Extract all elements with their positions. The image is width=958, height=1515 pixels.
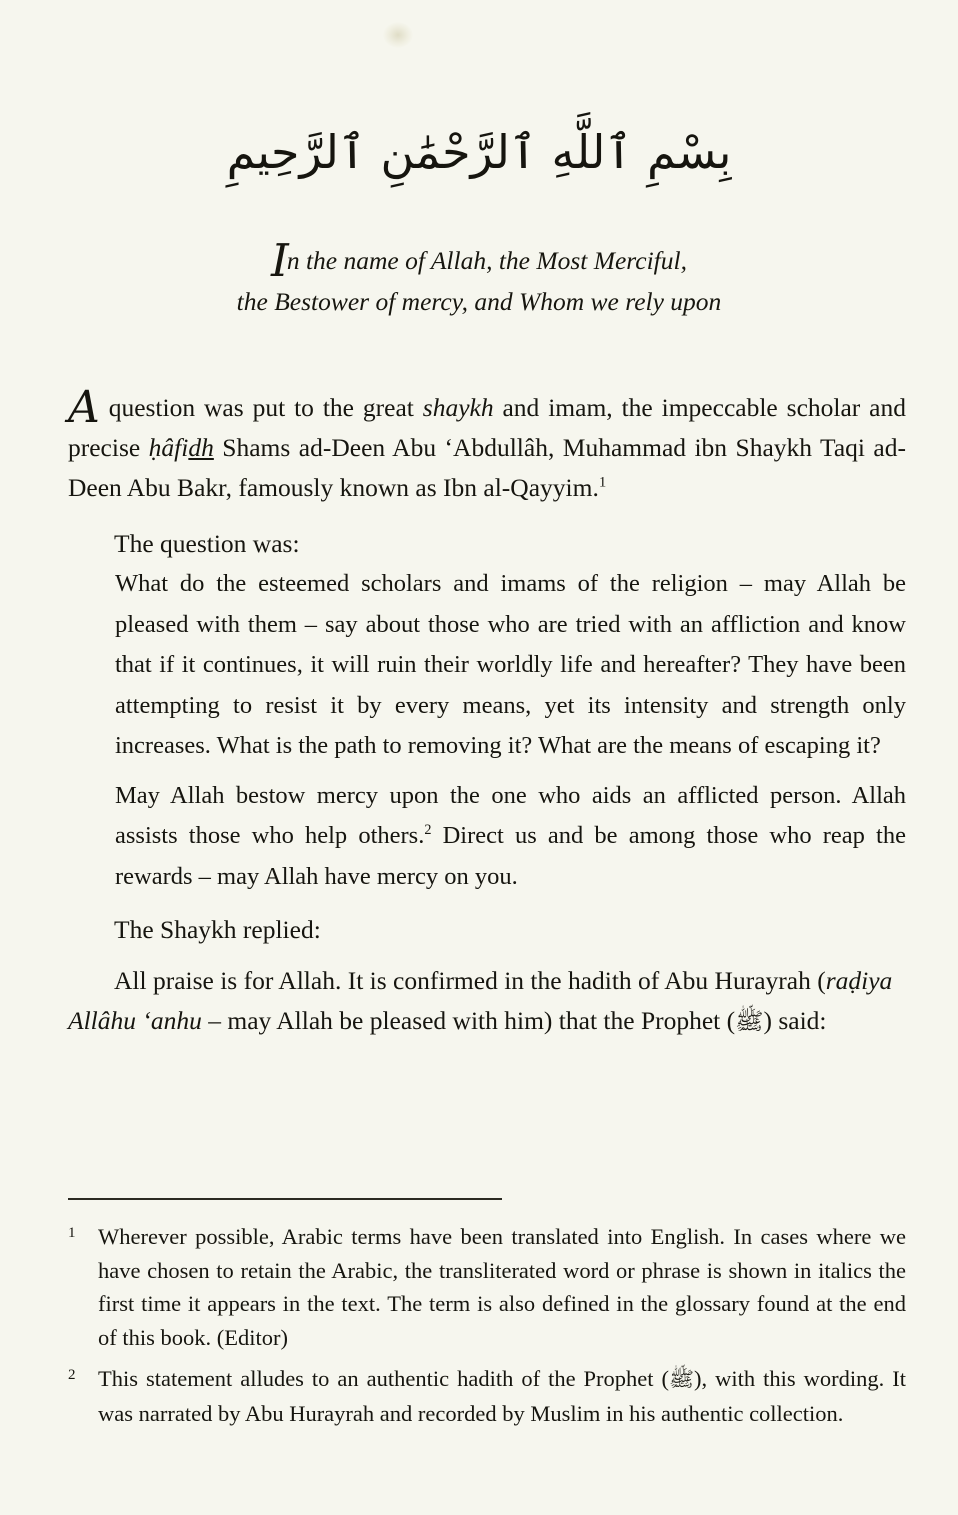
question-paragraph-1: What do the esteemed scholars and imams of the religion – may Allah be pleased with them – say about those who are tried with an affliction and know that if it continues, it will ruin their worldly life and hereafter? They have been attempting to resist it by every means, yet its intensity and strength only increases. What is the path to removing it? What are the means of escaping it? xyxy=(115,570,906,759)
opening-italic-shaykh: shaykh xyxy=(422,393,494,422)
footnote-marker-2: 2 xyxy=(68,1367,76,1383)
sallallahu-alayhi-wasallam-icon: ﷺ xyxy=(735,1007,764,1035)
hafidh-stem: ḥâfi xyxy=(148,433,189,462)
basmala-block xyxy=(0,125,958,179)
invocation-line-2: the Bestower of mercy, and Whom we rely upon xyxy=(236,287,722,316)
footnote-item xyxy=(68,1362,906,1430)
reply-seg-3: ) said: xyxy=(763,1006,827,1035)
opening-paragraph xyxy=(68,382,907,508)
basmala-calligraphy: بِسْمِ ٱللَّهِ ٱلرَّحْمَٰنِ ٱلرَّحِيمِ xyxy=(226,125,732,179)
reply-label: The Shaykh replied: xyxy=(114,915,321,944)
reply-seg-1: All praise is for Allah. It is confirmed in the hadith of Abu Hurayrah ( xyxy=(114,966,826,995)
opening-seg-2: and imam, the impeccable scholar and precise xyxy=(68,393,907,462)
opening-seg-3: Shams ad-Deen Abu ‘Abdullâh, Muhammad ibn Shaykh Taqi ad-Deen Abu Bakr, famously known as Ibn al-Qayyim. xyxy=(68,433,906,502)
footnote-text-2 xyxy=(98,1362,906,1430)
opening-dropcap: A xyxy=(68,382,99,433)
question-paragraph-2 xyxy=(115,776,906,898)
reply-italic-radiya-allahu-anhu: raḍiya Allâhu ‘anhu xyxy=(68,966,893,1035)
footnote-ref-1[interactable]: 1 xyxy=(598,474,607,491)
footnote-separator-rule xyxy=(68,1198,502,1200)
reply-paragraph xyxy=(68,961,906,1041)
footnote-item xyxy=(68,1220,906,1354)
footnote-text-1: Wherever possible, Arabic terms have been translated into English. In cases where we have chosen to retain the Arabic, the transliterated word or phrase is shown in italics the first time it appears in the text. The term is also defined in the glossary found at the end of this book. (Editor) xyxy=(98,1224,906,1350)
opening-seg-1: question was put to the great xyxy=(99,393,423,422)
question-quote-block xyxy=(115,564,906,897)
sallallahu-alayhi-wasallam-icon: ﷺ xyxy=(669,1367,695,1391)
invocation-line-1: n the name of Allah, the Most Merciful, xyxy=(286,246,687,275)
question-label: The question was: xyxy=(114,529,300,558)
footnote-marker-1: 1 xyxy=(68,1225,76,1241)
invocation-block xyxy=(79,234,879,322)
footnotes-section xyxy=(68,1220,906,1430)
footnote-2-seg-2: ), with this wording. It was narrated by Abu Hurayrah and recorded by Muslim in his authentic collection. xyxy=(98,1366,906,1426)
invocation-dropcap: I xyxy=(271,234,287,287)
hafidh-underlined-dh: dh xyxy=(188,433,214,462)
body-text-column xyxy=(68,382,907,1041)
question-p2-seg-1: May Allah bestow mercy upon the one who aids an afflicted person. Allah assists those who help others. xyxy=(115,781,906,849)
question-p2-seg-2: Direct us and be among those who reap the rewards – may Allah have mercy on you. xyxy=(115,822,906,890)
opening-italic-hafidh xyxy=(149,433,214,462)
footnote-2-seg-1: This statement alludes to an authentic hadith of the Prophet ( xyxy=(98,1366,670,1391)
footnote-ref-2[interactable]: 2 xyxy=(424,821,432,838)
scan-artifact-speck xyxy=(383,22,413,48)
reply-seg-2: – may Allah be pleased with him) that the Prophet ( xyxy=(201,1006,736,1035)
